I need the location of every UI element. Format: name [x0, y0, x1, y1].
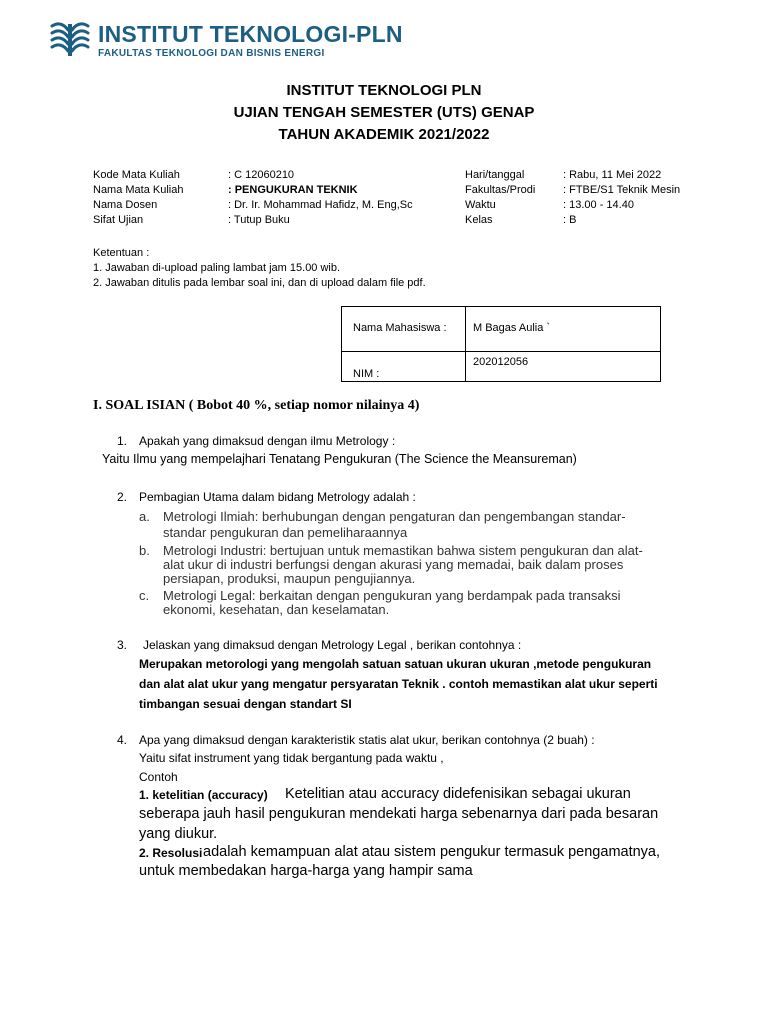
- document-title-line-2: UJIAN TENGAH SEMESTER (UTS) GENAP: [233, 104, 535, 121]
- example-2-line: adalah kemampuan alat atau sistem pengukur termasuk pengamatnya,: [203, 844, 661, 860]
- info-value: : B: [563, 214, 577, 226]
- info-label: Sifat Ujian: [93, 214, 144, 226]
- document-title-line-1: INSTITUT TEKNOLOGI PLN: [286, 82, 482, 99]
- question-number: 3.: [117, 638, 128, 652]
- document-title-line-3: TAHUN AKADEMIK 2021/2022: [278, 126, 490, 143]
- example-1-line: yang diukur.: [139, 826, 218, 842]
- info-value: : Dr. Ir. Mohammad Hafidz, M. Eng,Sc: [228, 199, 413, 211]
- logo-title: INSTITUT TEKNOLOGI-PLN: [98, 21, 403, 47]
- example-1-line: seberapa jauh hasil pengukuran mendekati harga sebenarnya dari pada besaran: [139, 806, 659, 822]
- info-value: : Rabu, 11 Mei 2022: [563, 169, 662, 181]
- answer-text: Yaitu Ilmu yang mempelajhari Tenatang Pengukuran (The Science the Meansureman): [102, 452, 577, 466]
- example-2-line: untuk membedakan harga-harga yang hampir sama: [139, 863, 473, 879]
- info-value: : Tutup Buku: [228, 214, 290, 226]
- question-text: Jelaskan yang dimaksud dengan Metrology Legal , berikan contohnya :: [143, 638, 522, 652]
- question-number: 2.: [117, 490, 128, 504]
- example-2-label: 2. Resolusi: [139, 846, 203, 860]
- contoh-label: Contoh: [139, 770, 178, 784]
- list-item-line: Metrologi Industri: bertujuan untuk memastikan bahwa sistem pengukuran dan alat-: [163, 543, 643, 558]
- answer-line: Merupakan metorologi yang mengolah satuan satuan ukuran ukuran ,metode pengukuran: [139, 657, 652, 671]
- student-nim-label: NIM :: [353, 368, 380, 380]
- answer-line: timbangan sesuai dengan standart SI: [139, 697, 352, 711]
- question-number: 1.: [117, 434, 128, 448]
- example-1-line: Ketelitian atau accuracy didefenisikan sebagai ukuran: [285, 786, 631, 802]
- info-label: Waktu: [465, 199, 496, 211]
- student-name-value: M Bagas Aulia `: [473, 322, 551, 334]
- student-name-label: Nama Mahasiswa :: [353, 322, 447, 334]
- question-text: Apa yang dimaksud dengan karakteristik statis alat ukur, berikan contohnya (2 buah) :: [139, 733, 595, 747]
- question-text: Apakah yang dimaksud dengan ilmu Metrology :: [139, 434, 396, 448]
- question-text: Pembagian Utama dalam bidang Metrology adalah :: [139, 490, 416, 504]
- info-value: : PENGUKURAN TEKNIK: [228, 184, 358, 196]
- list-item-line: persiapan, produksi, maupun pengujiannya.: [163, 571, 416, 586]
- logo-subtitle: FAKULTAS TEKNOLOGI DAN BISNIS ENERGI: [98, 48, 325, 59]
- section-title: I. SOAL ISIAN ( Bobot 40 %, setiap nomor nilainya 4): [93, 398, 420, 413]
- info-label: Fakultas/Prodi: [465, 184, 536, 196]
- student-identity-table: [341, 306, 661, 382]
- list-item-line: ekonomi, kesehatan, dan keselamatan.: [163, 602, 390, 617]
- list-item-line: Metrologi Legal: berkaitan dengan pengukuran yang berdampak pada transaksi: [163, 588, 621, 603]
- institute-logo-icon: [48, 20, 92, 60]
- ketentuan-heading: Ketentuan :: [93, 247, 150, 259]
- info-label: Nama Dosen: [93, 199, 158, 211]
- list-item-line: alat ukur di industri berfungsi dengan akurasi yang memadai, baik dalam proses: [163, 557, 624, 572]
- list-item-line: standar pengukuran dan pemeliharaannya: [163, 525, 408, 540]
- answer-line: dan alat alat ukur yang mengatur persyaratan Teknik . contoh memastikan alat ukur seperti: [139, 677, 658, 691]
- list-item-line: Metrologi Ilmiah: berhubungan dengan pengaturan dan pengembangan standar-: [163, 509, 626, 524]
- student-nim-value: 202012056: [473, 356, 529, 368]
- info-value: : FTBE/S1 Teknik Mesin: [563, 184, 681, 196]
- info-label: Hari/tanggal: [465, 169, 525, 181]
- info-value: : C 12060210: [228, 169, 295, 181]
- ketentuan-item: 2. Jawaban ditulis pada lembar soal ini, dan di upload dalam file pdf.: [93, 277, 426, 289]
- list-marker: c.: [139, 588, 150, 603]
- answer-text: Yaitu sifat instrument yang tidak bergantung pada waktu ,: [139, 751, 444, 765]
- info-label: Kode Mata Kuliah: [93, 169, 180, 181]
- info-value: : 13.00 - 14.40: [563, 199, 634, 211]
- list-marker: b.: [139, 543, 150, 558]
- question-number: 4.: [117, 733, 128, 747]
- info-label: Nama Mata Kuliah: [93, 184, 184, 196]
- info-label: Kelas: [465, 214, 493, 226]
- list-marker: a.: [139, 509, 150, 524]
- example-1-label: 1. ketelitian (accuracy): [139, 788, 268, 802]
- ketentuan-item: 1. Jawaban di-upload paling lambat jam 15.00 wib.: [93, 262, 341, 274]
